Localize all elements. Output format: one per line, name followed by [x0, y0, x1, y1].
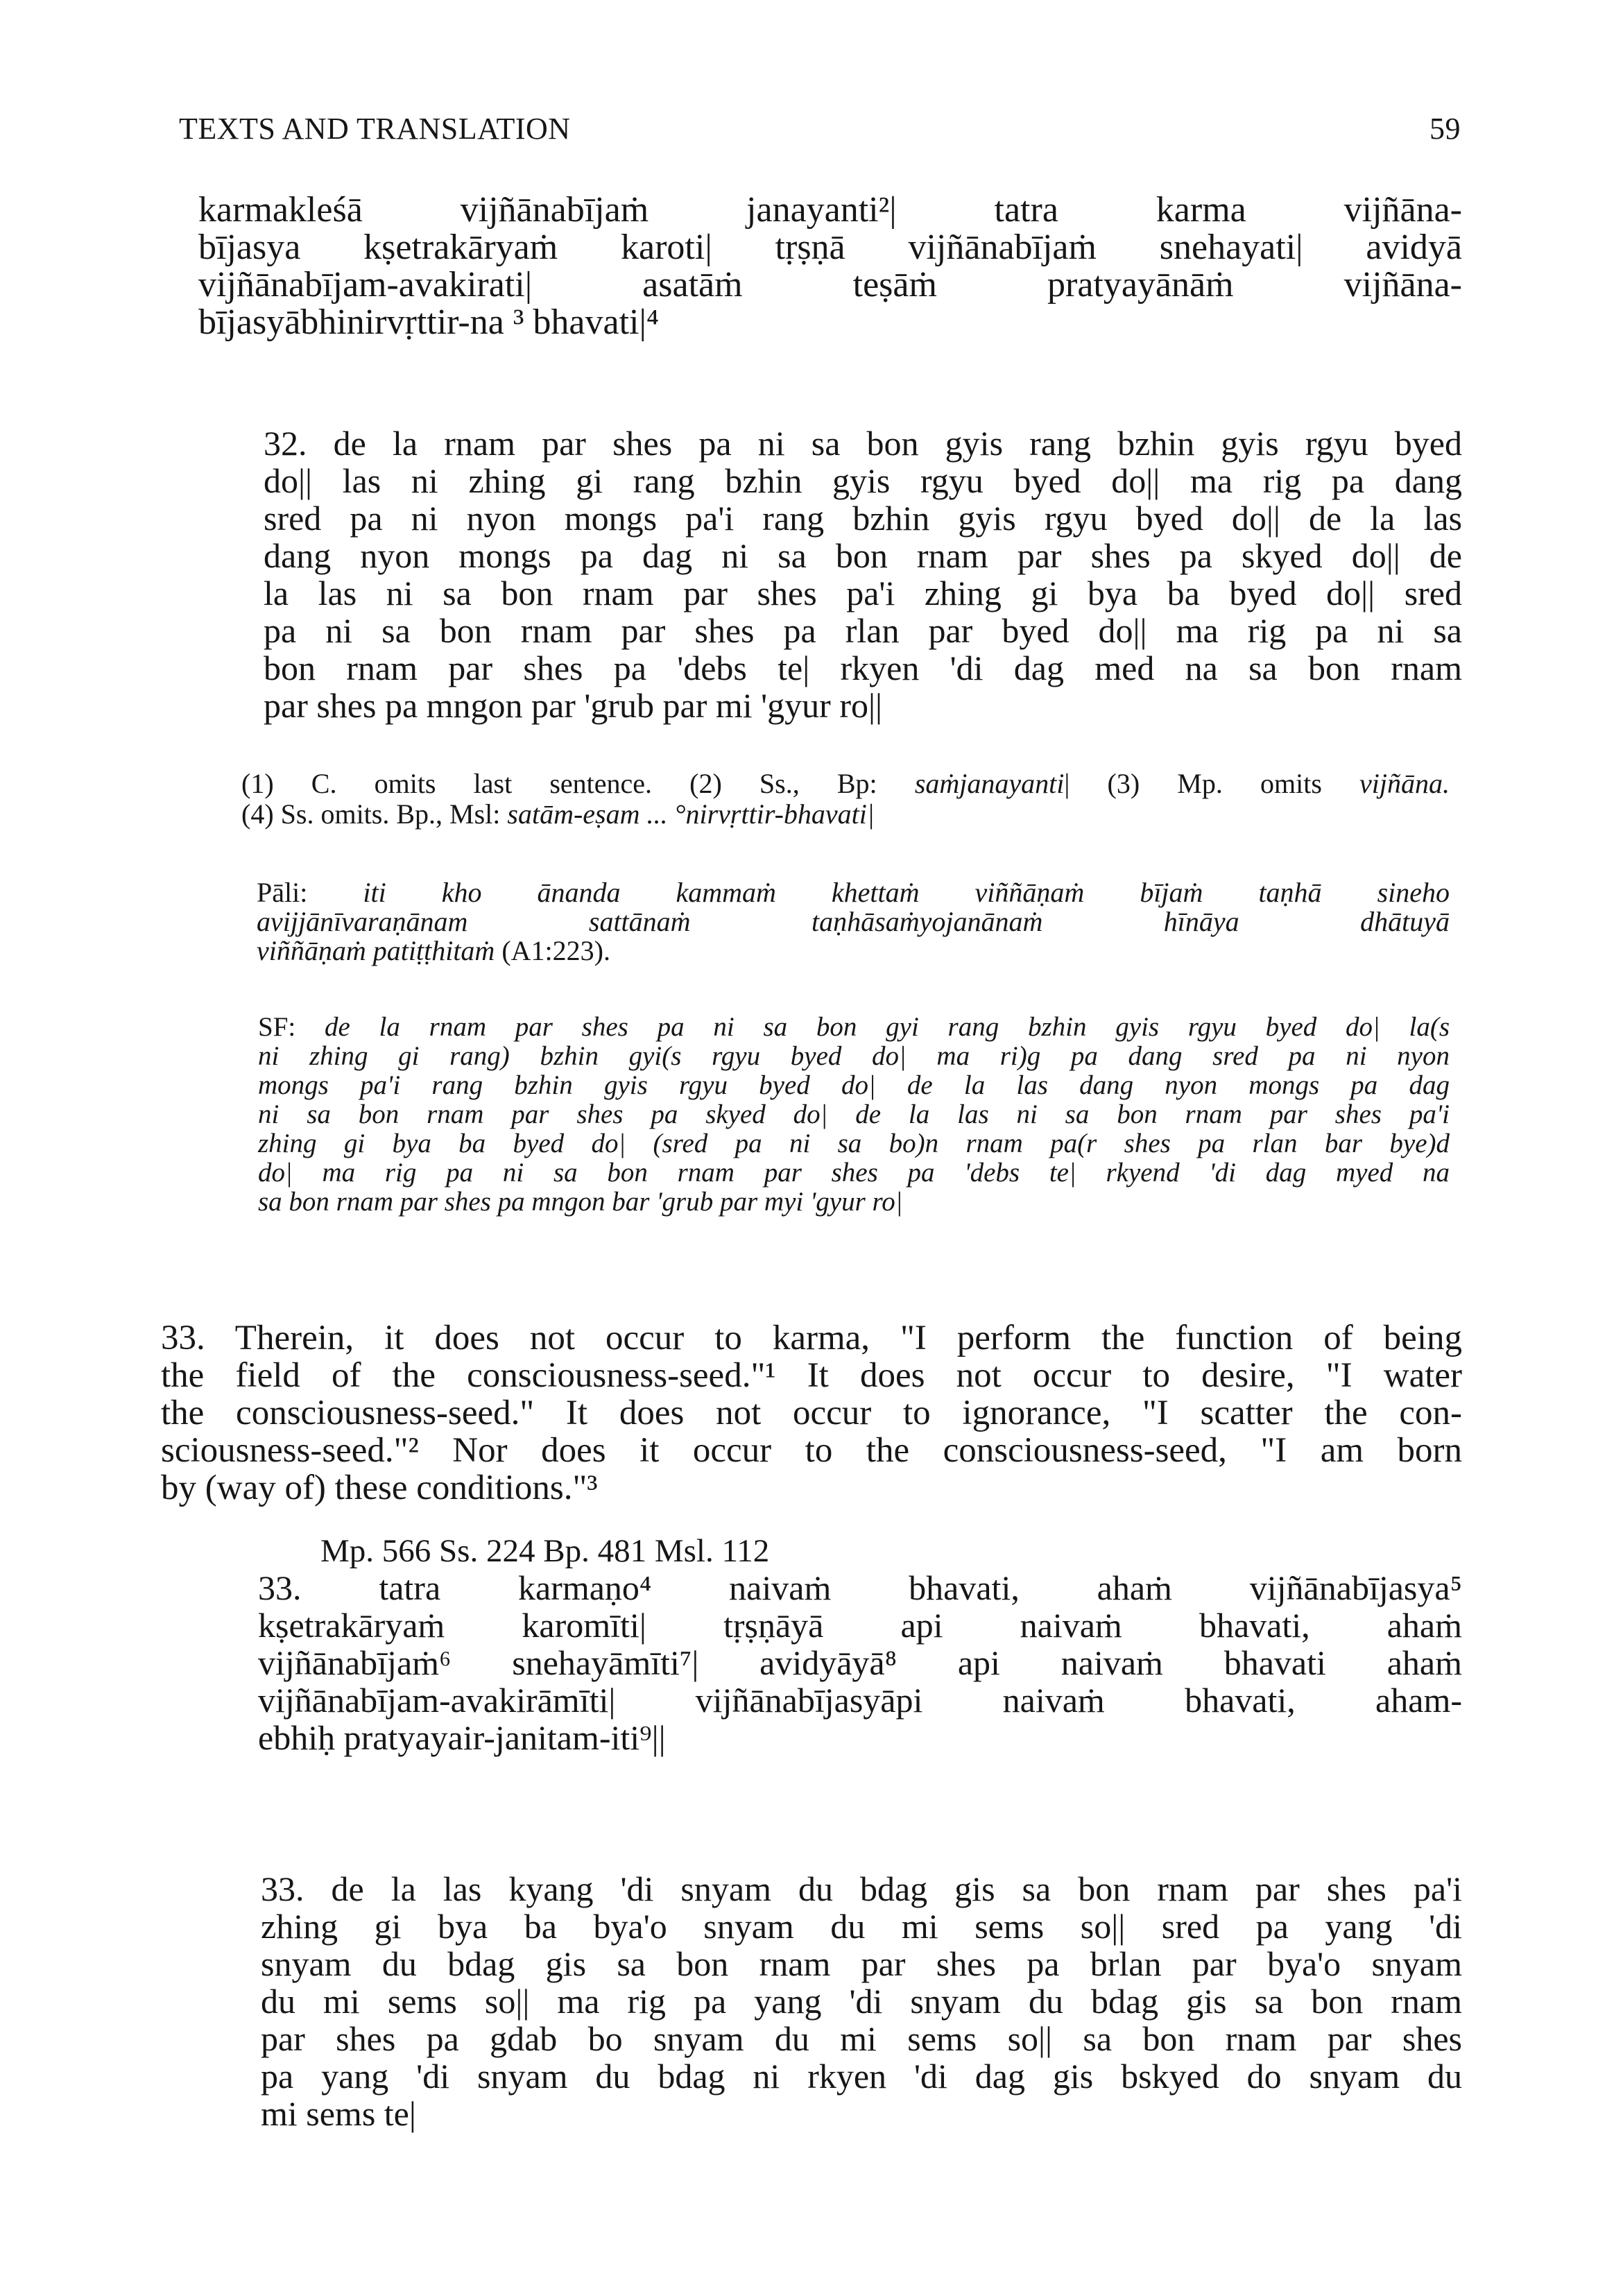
note-text: satām-eṣam ... °nirvṛttir-bhavati| — [507, 798, 875, 830]
text-line: 32. de la rnam par shes pa ni sa bon gyis rang bzhin gyis rgyu byed — [264, 424, 1462, 463]
sanskrit-passage-32 — [198, 191, 1462, 341]
sf-text: de la rnam par shes pa ni sa bon gyi rang bzhin gyis rgyu byed do| la(s — [324, 1012, 1450, 1042]
text-line: the field of the consciousness-seed."¹ It does not occur to desire, "I water — [161, 1356, 1462, 1395]
note-text: vijñāna. — [1359, 768, 1450, 799]
sf-label: SF: — [258, 1012, 325, 1042]
pali-line: avijjānīvaraṇānam sattānaṁ taṇhāsaṁyojanānaṁ hīnāya dhātuyā — [257, 906, 1450, 937]
text-line: mi sems te| — [261, 2094, 416, 2133]
note-line — [241, 769, 1450, 799]
text-line: vijñānabījaṁ⁶ snehayāmīti⁷| avidyāyā⁸ api naivaṁ bhavati ahaṁ — [258, 1643, 1462, 1682]
sf-line: zhing gi bya ba byed do| (sred pa ni sa bo)n rnam pa(r shes pa rlan bar bye)d — [258, 1129, 1450, 1158]
text-line: kṣetrakāryaṁ karomīti| tṛṣṇāyā api naivaṁ bhavati, ahaṁ — [258, 1606, 1462, 1645]
text-line: zhing gi bya ba bya'o snyam du mi sems so|| sred pa yang 'di — [261, 1907, 1462, 1946]
text-line: karmakleśā vijñānabījaṁ janayanti²| tatra karma vijñāna- — [198, 190, 1462, 230]
text-line: pa ni sa bon rnam par shes pa rlan par byed do|| ma rig pa ni sa — [264, 611, 1462, 650]
tibetan-passage-33 — [261, 1870, 1462, 2132]
manuscript-references: Mp. 566 Ss. 224 Bp. 481 Msl. 112 — [320, 1533, 770, 1569]
note-text: saṁjanayanti — [914, 768, 1065, 799]
sf-line: mongs pa'i rang bzhin gyis rgyu byed do| de la las dang nyon mongs pa dag — [258, 1070, 1450, 1100]
sf-line — [258, 1013, 1450, 1042]
pali-reference: (A1:223). — [501, 935, 610, 966]
text-line: du mi sems so|| ma rig pa yang 'di snyam du bdag gis sa bon rnam — [261, 1982, 1462, 2021]
page-number: 59 — [1429, 112, 1461, 146]
text-line: ebhiḥ pratyayair-janitam-iti⁹|| — [258, 1718, 666, 1757]
text-line: pa yang 'di snyam du bdag ni rkyen 'di dag gis bskyed do snyam du — [261, 2057, 1462, 2096]
textual-notes — [241, 769, 1450, 830]
text-line: the consciousness-seed." It does not occur to ignorance, "I scatter the con- — [161, 1394, 1462, 1432]
pali-parallel — [257, 878, 1450, 966]
text-line: by (way of) these conditions."³ — [161, 1468, 598, 1507]
sf-parallel — [258, 1013, 1450, 1217]
text-line: dang nyon mongs pa dag ni sa bon rnam par shes pa skyed do|| de — [264, 536, 1462, 575]
text-line: bījasya kṣetrakāryaṁ karoti| tṛṣṇā vijñānabījaṁ snehayati| avidyā — [198, 228, 1462, 267]
text-line: 33. Therein, it does not occur to karma, "I perform the function of being — [161, 1319, 1462, 1357]
text-line: snyam du bdag gis sa bon rnam par shes pa brlan par bya'o snyam — [261, 1944, 1462, 1983]
sf-line: do| ma rig pa ni sa bon rnam par shes pa 'debs te| rkyend 'di dag myed na — [258, 1158, 1450, 1188]
tibetan-passage-32 — [264, 425, 1462, 724]
sf-line: ni sa bon rnam par shes pa skyed do| de la las ni sa bon rnam par shes pa'i — [258, 1099, 1450, 1129]
text-line: 33. de la las kyang 'di snyam du bdag gis sa bon rnam par shes pa'i — [261, 1869, 1462, 1908]
sf-line: sa bon rnam par shes pa mngon bar 'grub par myi 'gyur ro| — [258, 1187, 903, 1217]
pali-line — [257, 878, 1450, 907]
text-line: vijñānabījam-avakirati| asatāṁ teṣāṁ pratyayānāṁ vijñāna- — [198, 265, 1462, 305]
text-line: la las ni sa bon rnam par shes pa'i zhing gi bya ba byed do|| sred — [264, 574, 1462, 612]
note-text: | (3) Mp. omits — [1064, 768, 1360, 799]
pali-line — [257, 936, 1450, 966]
english-translation-33 — [161, 1319, 1462, 1507]
text-line: bījasyābhinirvṛttir-na ³ bhavati|⁴ — [198, 302, 660, 342]
pali-text: iti kho ānanda kammaṁ khettaṁ viññāṇaṁ bījaṁ taṇhā sineho — [363, 877, 1450, 908]
text-line: sred pa ni nyon mongs pa'i rang bzhin gyis rgyu byed do|| de la las — [264, 499, 1462, 538]
note-line — [241, 799, 1450, 830]
text-line: do|| las ni zhing gi rang bzhin gyis rgyu byed do|| ma rig pa dang — [264, 461, 1462, 500]
pali-label: Pāli: — [257, 877, 363, 908]
text-line: vijñānabījam-avakirāmīti| vijñānabījasyāpi naivaṁ bhavati, aham- — [258, 1681, 1462, 1720]
text-line: 33. tatra karmaṇo⁴ naivaṁ bhavati, ahaṁ vijñānabījasya⁵ — [258, 1568, 1462, 1607]
running-head — [179, 111, 1461, 153]
note-text: (1) C. omits last sentence. (2) Ss., Bp: — [241, 768, 915, 799]
sf-line: ni zhing gi rang) bzhin gyi(s rgyu byed do| ma ri)g pa dang sred pa ni nyon — [258, 1041, 1450, 1071]
running-head-title: TEXTS AND TRANSLATION — [179, 112, 571, 146]
text-line: par shes pa gdab bo snyam du mi sems so|| sa bon rnam par shes — [261, 2019, 1462, 2058]
text-line: bon rnam par shes pa 'debs te| rkyen 'di dag med na sa bon rnam — [264, 649, 1462, 687]
text-line: par shes pa mngon par 'grub par mi 'gyur ro|| — [264, 686, 882, 725]
note-text: (4) Ss. omits. Bp., Msl: — [241, 798, 508, 830]
sanskrit-passage-33 — [258, 1569, 1462, 1756]
text-line: sciousness-seed."² Nor does it occur to the consciousness-seed, "I am born — [161, 1431, 1462, 1470]
pali-text: viññāṇaṁ patiṭṭhitaṁ — [257, 935, 502, 966]
